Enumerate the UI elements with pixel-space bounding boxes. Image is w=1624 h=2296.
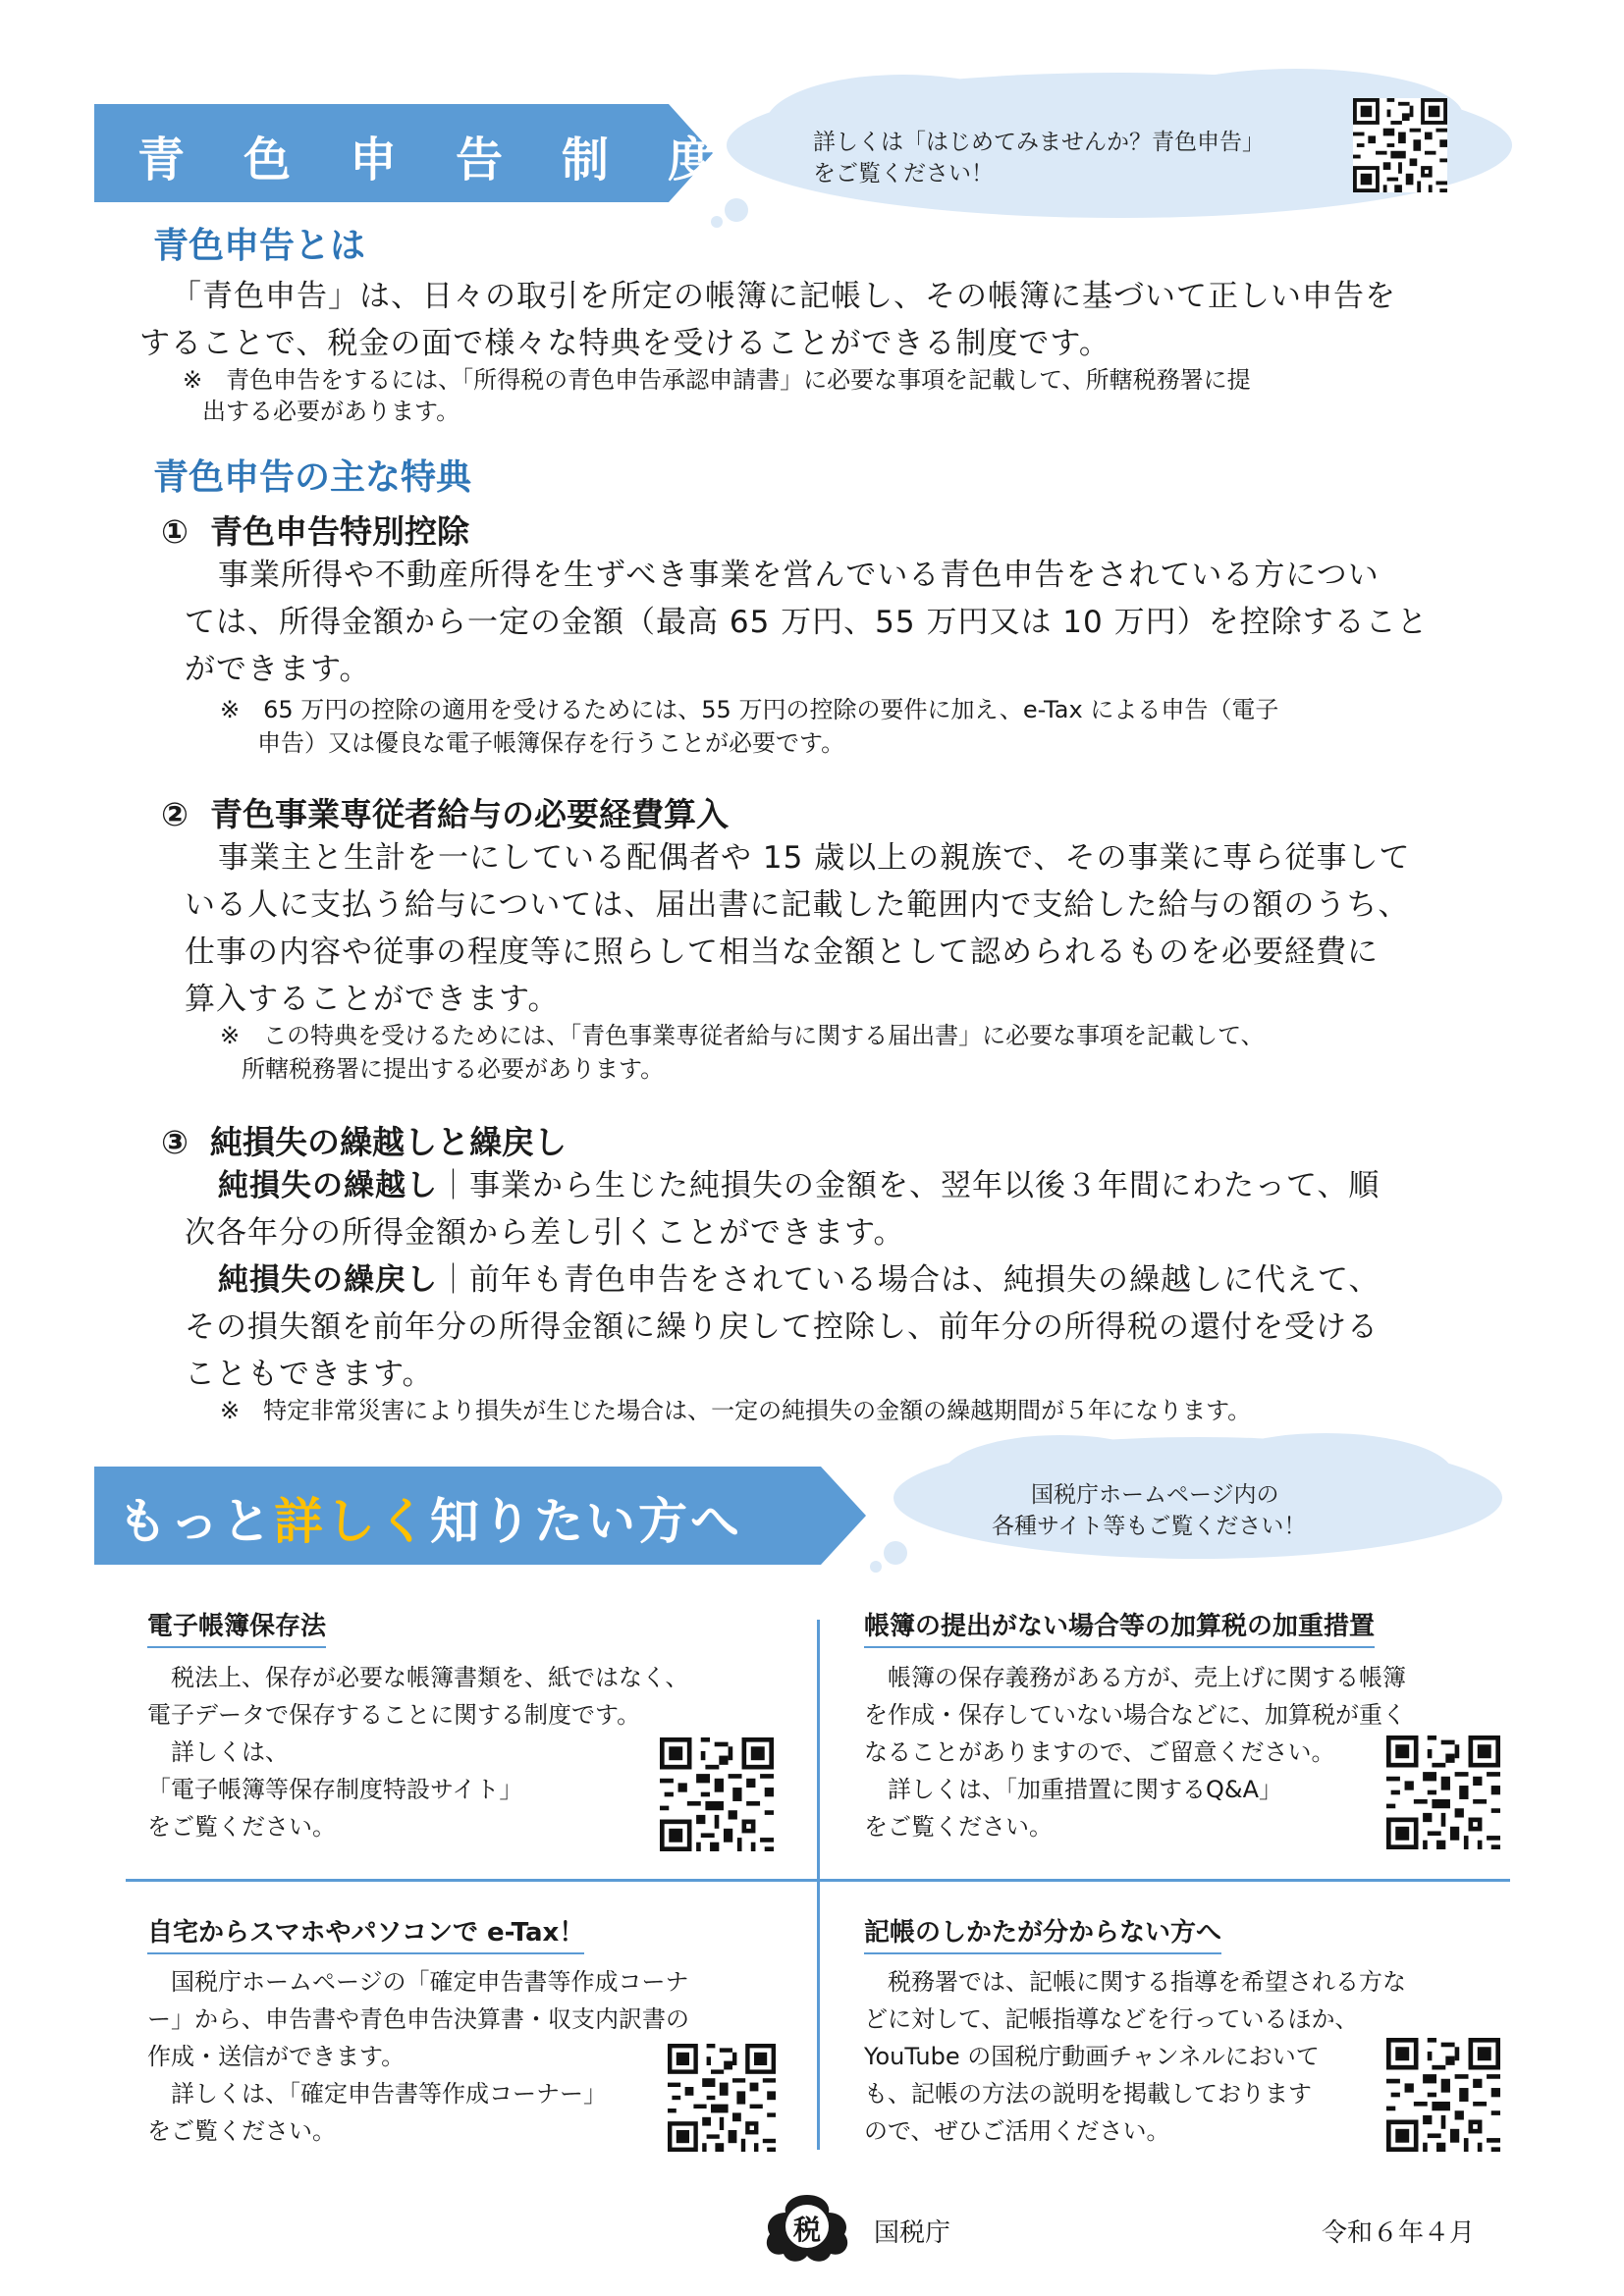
benefit2-line2: いる人に支払う給与については、届出書に記載した範囲内で支給した給与の額のうち、	[185, 887, 1410, 923]
section1-cloud-line1: 詳しくは「はじめてみませんか？青色申告」	[813, 130, 1265, 155]
qr-code-kakutei-shinkoku[interactable]	[668, 2044, 776, 2152]
benefit3-line4: その損失額を前年分の所得金額に繰り戻して控除し、前年分の所得税の還付を受ける	[185, 1309, 1379, 1345]
benefit1-note1: ※ 65 万円の控除の適用を受けるためには、55 万円の控除の要件に加え、e-Tax による申告（電子	[220, 696, 1279, 723]
qr-code-kajyu-sochi[interactable]	[1386, 1735, 1500, 1849]
what-is-note1: ※ 青色申告をするには、「所得税の青色申告承認申請書」に必要な事項を記載して、所轄税務署に提	[183, 366, 1251, 394]
benefit1-note2: 申告）又は優良な電子帳簿保存を行うことが必要です。	[257, 729, 845, 757]
card3-line3: 作成・送信ができます。	[147, 2043, 406, 2070]
benefit3-number: ③	[161, 1123, 189, 1161]
section2-title-highlight: 詳しく	[274, 1493, 430, 1550]
grid-divider-horizontal	[126, 1879, 1510, 1882]
benefit2-line3: 仕事の内容や従事の程度等に照らして相当な金額として認められるものを必要経費に	[185, 934, 1379, 970]
card2-line2: を作成・保存していない場合などに、加算税が重く	[864, 1701, 1406, 1729]
section2-title-pre: もっと	[118, 1493, 274, 1550]
card2-line3: なることがありますので、ご留意ください。	[864, 1738, 1335, 1766]
section2-cloud-line1: 国税庁ホームページ内の	[1031, 1482, 1279, 1508]
benefit3-title: 純損失の繰越しと繰戻し	[209, 1123, 567, 1161]
carryforward-label: 純損失の繰越し	[218, 1168, 438, 1203]
benefit3-line1: 事業から生じた純損失の金額を、翌年以後３年間にわたって、順	[469, 1168, 1380, 1203]
card4-title: 記帳のしかたが分からない方へ	[864, 1912, 1221, 1954]
grid-divider-vertical	[817, 1620, 820, 2150]
benefit1-heading	[161, 507, 469, 553]
card2-line4: 詳しくは、「加重措置に関するQ&A」	[888, 1776, 1283, 1803]
footer-agency: 国税庁	[874, 2218, 951, 2248]
card2-line5: をご覧ください。	[864, 1813, 1053, 1841]
what-is-line1: 「青色申告」は、日々の取引を所定の帳簿に記帳し、その帳簿に基づいて正しい申告を	[171, 279, 1396, 314]
card4-line4: も、記帳の方法の説明を掲載しております	[864, 2080, 1312, 2108]
card3-title: 自宅からスマホやパソコンで e-Tax！	[147, 1912, 584, 1954]
card4-line1: 税務署では、記帳に関する指導を希望される方な	[888, 1968, 1406, 1996]
benefit2-note1: ※ この特典を受けるためには、「青色事業専従者給与に関する届出書」に必要な事項を記載して、	[220, 1022, 1265, 1049]
benefits-heading: 青色申告の主な特典	[153, 457, 472, 498]
benefit3-line2: 次各年分の所得金額から差し引くことができます。	[185, 1215, 905, 1251]
benefit2-title: 青色事業専従者給与の必要経費算入	[209, 795, 729, 833]
card1-title: 電子帳簿保存法	[147, 1606, 326, 1648]
benefit1-line2: ては、所得金額から一定の金額（最高 65 万円、55 万円又は 10 万円）を控除すること	[185, 605, 1429, 640]
card3-line4: 詳しくは、「確定申告書等作成コーナー」	[171, 2080, 607, 2108]
card3-line1: 国税庁ホームページの「確定申告書等作成コーナ	[171, 1968, 689, 1996]
separator: ｜	[438, 1262, 469, 1298]
what-is-line2: することで、税金の面で様々な特典を受けることができる制度です。	[139, 326, 1110, 361]
nta-logo-char: 税	[792, 2214, 821, 2246]
benefit3-line3: 前年も青色申告をされている場合は、純損失の繰越しに代えて、	[469, 1262, 1380, 1298]
benefit1-line3: ができます。	[185, 652, 371, 687]
qr-code-aoiro-intro[interactable]	[1353, 98, 1447, 192]
what-is-heading: 青色申告とは	[153, 226, 366, 266]
footer-date: 令和６年４月	[1322, 2218, 1476, 2248]
what-is-note2: 出する必要があります。	[202, 398, 460, 425]
separator: ｜	[438, 1168, 469, 1203]
card4-line2: どに対して、記帳指導などを行っているほか、	[864, 2005, 1359, 2033]
nta-logo	[762, 2191, 852, 2264]
section2-title-post: 知りたい方へ	[430, 1493, 742, 1550]
card1-line3: 詳しくは、	[171, 1738, 289, 1766]
card1-line4: 「電子帳簿等保存制度特設サイト」	[147, 1776, 523, 1803]
card4-line3: YouTube の国税庁動画チャンネルにおいて	[864, 2043, 1320, 2070]
card4-line5: ので、ぜひご活用ください。	[864, 2117, 1170, 2145]
benefit3-row1	[218, 1162, 1380, 1209]
card3-line2: ー」から、申告書や青色申告決算書・収支内訳書の	[147, 2005, 689, 2033]
qr-code-denshi-chobo[interactable]	[660, 1737, 774, 1851]
benefit2-number: ②	[161, 795, 189, 833]
benefit3-row3	[218, 1256, 1380, 1304]
benefit1-number: ①	[161, 512, 189, 551]
benefit3-line5: こともできます。	[185, 1357, 434, 1392]
benefit1-title: 青色申告特別控除	[209, 512, 469, 551]
card1-line1: 税法上、保存が必要な帳簿書類を、紙ではなく、	[171, 1664, 689, 1691]
section1-cloud-line2: をご覧ください！	[813, 161, 994, 187]
card1-line2: 電子データで保存することに関する制度です。	[147, 1701, 641, 1729]
benefit1-line1: 事業所得や不動産所得を生ずべき事業を営んでいる青色申告をされている方につい	[218, 558, 1380, 593]
benefit2-note2: 所轄税務署に提出する必要があります。	[242, 1055, 665, 1083]
benefit2-line4: 算入することができます。	[185, 982, 560, 1017]
card2-title: 帳簿の提出がない場合等の加算税の加重措置	[864, 1606, 1375, 1648]
section2-cloud-line2: 各種サイト等もご覧ください！	[992, 1514, 1307, 1539]
section2-title	[118, 1482, 742, 1553]
benefit3-note1: ※ 特定非常災害により損失が生じた場合は、一定の純損失の金額の繰越期間が５年になります。	[220, 1397, 1252, 1424]
benefit2-line1: 事業主と生計を一にしている配偶者や 15 歳以上の親族で、その事業に専ら従事して	[218, 840, 1411, 876]
qr-code-youtube-channel[interactable]	[1386, 2038, 1500, 2152]
benefit3-heading	[161, 1117, 567, 1163]
benefit2-heading	[161, 789, 729, 835]
card2-line1: 帳簿の保存義務がある方が、売上げに関する帳簿	[888, 1664, 1406, 1691]
section1-title: 青 色 申 告 制 度	[137, 133, 722, 187]
carryback-label: 純損失の繰戻し	[218, 1262, 438, 1298]
card3-line5: をご覧ください。	[147, 2117, 336, 2145]
card1-line5: をご覧ください。	[147, 1813, 336, 1841]
